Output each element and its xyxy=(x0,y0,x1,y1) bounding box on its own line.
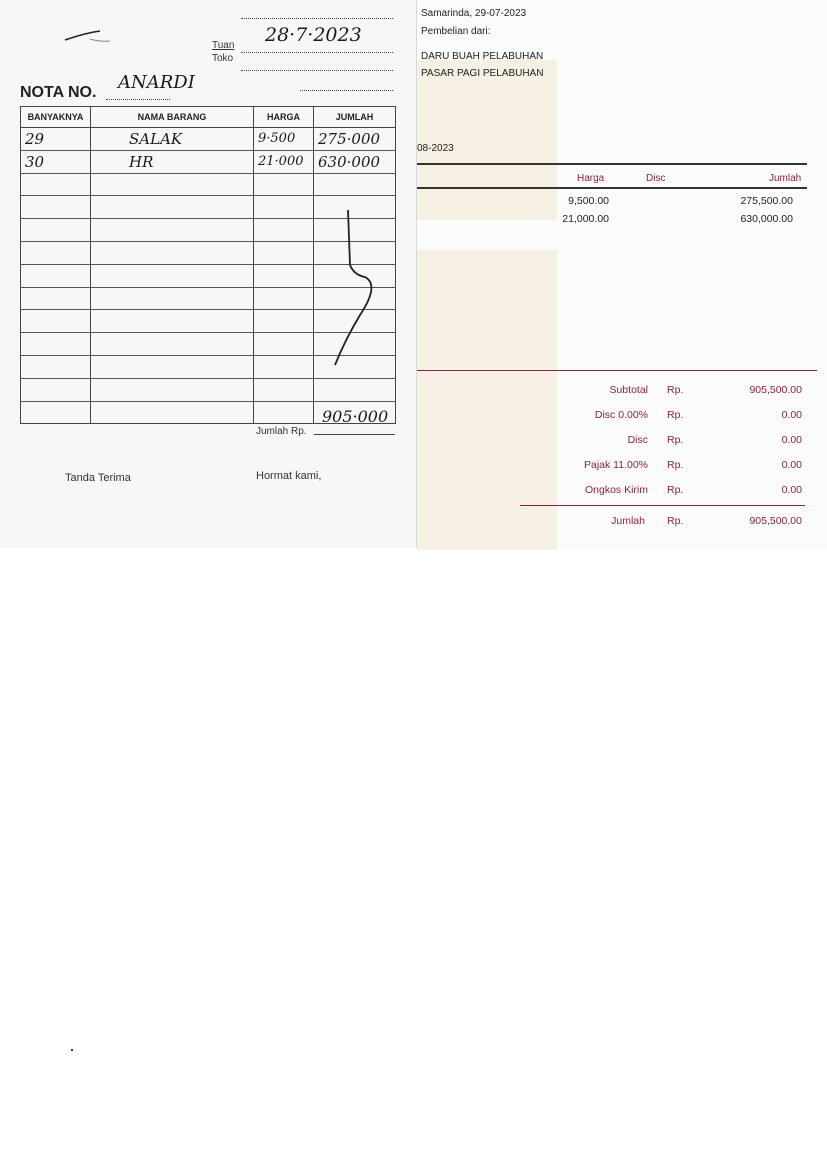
header-rule xyxy=(417,187,807,189)
scribble-mark xyxy=(60,25,120,50)
empty-cell xyxy=(21,287,91,310)
squiggle-mark xyxy=(320,205,390,375)
empty-cell xyxy=(91,196,254,219)
empty-cell xyxy=(91,241,254,264)
grand-total-rule xyxy=(520,505,805,506)
empty-cell xyxy=(21,219,91,242)
empty-cell xyxy=(21,264,91,287)
total-cell: 275·000 xyxy=(314,128,396,151)
empty-cell xyxy=(254,310,314,333)
empty-cell xyxy=(21,173,91,196)
name-cell: SALAK xyxy=(91,128,254,151)
date-fragment: 08-2023 xyxy=(417,143,454,154)
name-cell: HR xyxy=(91,150,254,173)
grand-total-value: 905,500.00 xyxy=(749,515,802,527)
grand-total-label: Jumlah xyxy=(611,515,645,527)
item-jumlah: 630,000.00 xyxy=(740,213,793,225)
table-row xyxy=(21,128,396,151)
col-jumlah: Jumlah xyxy=(769,173,802,184)
empty-cell xyxy=(314,173,396,196)
toko-label: Toko xyxy=(212,53,234,64)
empty-cell xyxy=(91,219,254,242)
jumlah-underline xyxy=(314,434,395,435)
pajak-label: Pajak 11.00% xyxy=(583,459,648,471)
header-harga: HARGA xyxy=(254,107,314,128)
empty-cell xyxy=(21,378,91,401)
empty-cell xyxy=(254,333,314,356)
dotted-line xyxy=(241,52,393,53)
empty-cell xyxy=(91,264,254,287)
table-row xyxy=(21,150,396,173)
dotted-line xyxy=(106,99,170,100)
empty-cell xyxy=(254,378,314,401)
dotted-line xyxy=(241,70,393,71)
disc-percent-rp: Rp. xyxy=(667,409,684,421)
subtotal-value: 905,500.00 xyxy=(749,384,802,396)
jumlah-label: Jumlah Rp. xyxy=(256,426,307,437)
empty-cell xyxy=(254,264,314,287)
disc-percent-value: 0.00 xyxy=(781,409,802,421)
total-cell: 630·000 xyxy=(314,150,396,173)
item-harga: 21,000.00 xyxy=(562,213,609,225)
empty-cell xyxy=(91,378,254,401)
empty-cell xyxy=(314,378,396,401)
handwritten-receipt xyxy=(0,0,417,548)
empty-cell xyxy=(254,173,314,196)
totals-rule xyxy=(417,370,817,371)
pajak-value: 0.00 xyxy=(781,459,802,471)
table-row xyxy=(21,378,396,401)
empty-cell xyxy=(21,310,91,333)
empty-cell xyxy=(254,287,314,310)
empty-cell xyxy=(91,355,254,378)
price-cell: 9·500 xyxy=(254,128,314,151)
grand-total-rp: Rp. xyxy=(667,515,684,527)
empty-cell xyxy=(21,241,91,264)
qty-cell: 29 xyxy=(21,128,91,151)
header-nama-barang: NAMA BARANG xyxy=(91,107,254,128)
empty-cell xyxy=(254,219,314,242)
disc-value: 0.00 xyxy=(781,434,802,446)
empty-cell xyxy=(91,173,254,196)
pajak-rp: Rp. xyxy=(667,459,684,471)
disc-percent-label: Disc 0.00% xyxy=(594,409,648,421)
hormat-kami: Hormat kami, xyxy=(256,470,322,482)
dotted-line xyxy=(300,90,393,91)
empty-cell xyxy=(91,401,254,424)
dotted-line xyxy=(241,18,393,19)
empty-cell xyxy=(21,196,91,219)
pembelian-label: Pembelian dari: xyxy=(421,26,491,37)
jumlah-value: 905·000 xyxy=(322,407,389,426)
empty-cell xyxy=(91,333,254,356)
empty-cell xyxy=(91,287,254,310)
supplier-line-1: DARU BUAH PELABUHAN xyxy=(421,51,544,62)
disc-label: Disc xyxy=(627,434,648,446)
subtotal-rp: Rp. xyxy=(667,384,684,396)
empty-cell xyxy=(21,333,91,356)
item-harga: 9,500.00 xyxy=(568,195,609,207)
ongkos-kirim-rp: Rp. xyxy=(667,484,684,496)
header-banyaknya: BANYAKNYA xyxy=(21,107,91,128)
header-jumlah: JUMLAH xyxy=(314,107,396,128)
empty-cell xyxy=(254,355,314,378)
col-disc: Disc xyxy=(646,173,666,184)
tuan-label: Tuan xyxy=(212,40,235,51)
header-rule xyxy=(417,163,807,165)
empty-cell xyxy=(91,310,254,333)
empty-cell xyxy=(21,355,91,378)
handwritten-date: 28·7·2023 xyxy=(265,24,362,46)
place-date: Samarinda, 29-07-2023 xyxy=(421,8,527,19)
ongkos-kirim-value: 0.00 xyxy=(781,484,802,496)
col-harga: Harga xyxy=(577,173,605,184)
subtotal-label: Subtotal xyxy=(609,384,648,396)
empty-cell xyxy=(21,401,91,424)
ongkos-kirim-label: Ongkos Kirim xyxy=(584,484,648,496)
printed-receipt xyxy=(417,0,827,550)
item-jumlah: 275,500.00 xyxy=(740,195,793,207)
table-row xyxy=(21,173,396,196)
empty-cell xyxy=(254,241,314,264)
disc-rp: Rp. xyxy=(667,434,684,446)
nota-name: ANARDI xyxy=(118,72,195,93)
nota-label: NOTA NO. xyxy=(20,84,97,101)
price-cell: 21·000 xyxy=(254,150,314,173)
qty-cell: 30 xyxy=(21,150,91,173)
empty-cell xyxy=(254,196,314,219)
tanda-terima: Tanda Terima xyxy=(65,472,131,484)
empty-cell xyxy=(254,401,314,424)
speck xyxy=(71,1049,73,1051)
supplier-line-2: PASAR PAGI PELABUHAN xyxy=(421,68,544,79)
